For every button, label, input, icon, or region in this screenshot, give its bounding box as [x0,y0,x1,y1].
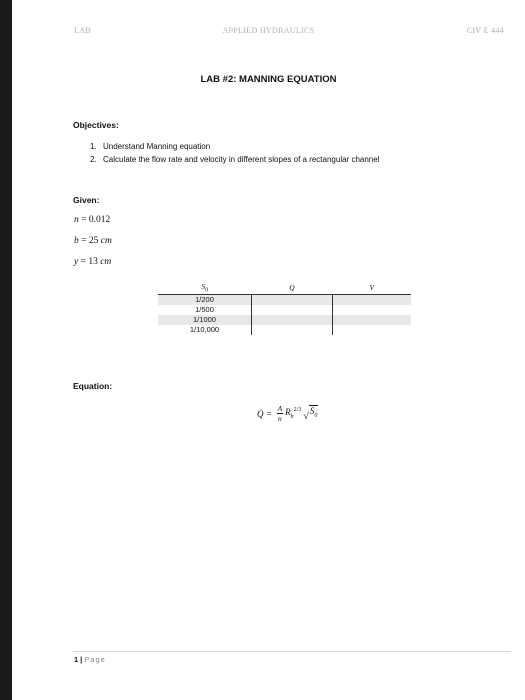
given-value: 13 [88,257,98,267]
given-var: b [74,236,79,246]
flow-cell [252,294,333,305]
sqrt-slope-term: √ $S_0$ [303,406,318,422]
table-row [158,305,411,315]
equation-equals: = [266,408,272,419]
area-over-n-fraction [277,404,284,423]
table-row [158,294,411,305]
slope-cell: 1/10,000 [189,324,220,334]
header-velocity: V [333,282,412,294]
objective-number: 2. [90,155,97,164]
given-y [74,257,111,267]
footer-separator: | [80,655,83,664]
footer-divider [73,651,511,652]
given-value: 25 [88,236,99,246]
page-word: Page [84,655,106,664]
sqrt-icon: √ [303,410,309,422]
objective-item [90,140,379,153]
objective-text: Understand Manning equation [103,142,211,151]
objectives-heading: Objectives: [73,120,119,130]
objective-text: Calculate the flow rate and velocity in different slopes of a rectangular channel [103,155,380,164]
fraction-numerator: A [277,404,283,413]
objective-item [90,153,379,166]
given-var: y [74,257,79,267]
flow-cell [252,315,333,325]
velocity-cell [333,305,412,315]
given-eq: = [80,257,86,267]
table-row [158,315,411,325]
equation-lhs: Q [257,408,264,419]
slope-table [158,282,411,335]
page-number: 1 [74,655,79,664]
given-n [74,215,110,225]
flow-cell [252,305,333,315]
flow-cell [252,325,333,335]
slope-cell: 1/500 [195,304,214,314]
manning-equation [257,404,318,423]
given-eq: = [81,215,87,225]
given-eq: = [81,236,87,246]
given-unit: cm [100,236,112,246]
slope-cell: 1/200 [158,294,252,305]
given-b [74,236,112,246]
left-edge-bar [0,0,12,700]
header-flow-rate: Q [252,282,333,294]
hydraulic-radius-term: $R_h^{2/3}$ [285,407,302,420]
header-left: LAB [74,26,91,35]
objective-number: 1. [90,142,97,151]
given-value: 0.012 [88,215,111,225]
page-title: LAB #2: MANNING EQUATION [200,74,337,85]
document-page [12,0,525,700]
page-footer [74,655,106,664]
header-slope: $S_0$ [158,282,252,294]
given-var: n [74,215,79,225]
table-row [158,325,411,335]
velocity-cell [333,315,412,325]
fraction-denominator: n [278,414,282,423]
equation-heading: Equation: [73,381,113,391]
objectives-list [90,140,379,166]
given-unit: cm [100,257,112,267]
velocity-cell [333,294,412,305]
slope-cell: 1/1000 [158,315,252,325]
table-header-row [158,282,411,294]
given-heading: Given: [73,195,100,205]
header-center: APPLIED HYDRAULICS [222,26,315,35]
header-right: CIV E 444 [466,26,504,35]
velocity-cell [333,325,412,335]
